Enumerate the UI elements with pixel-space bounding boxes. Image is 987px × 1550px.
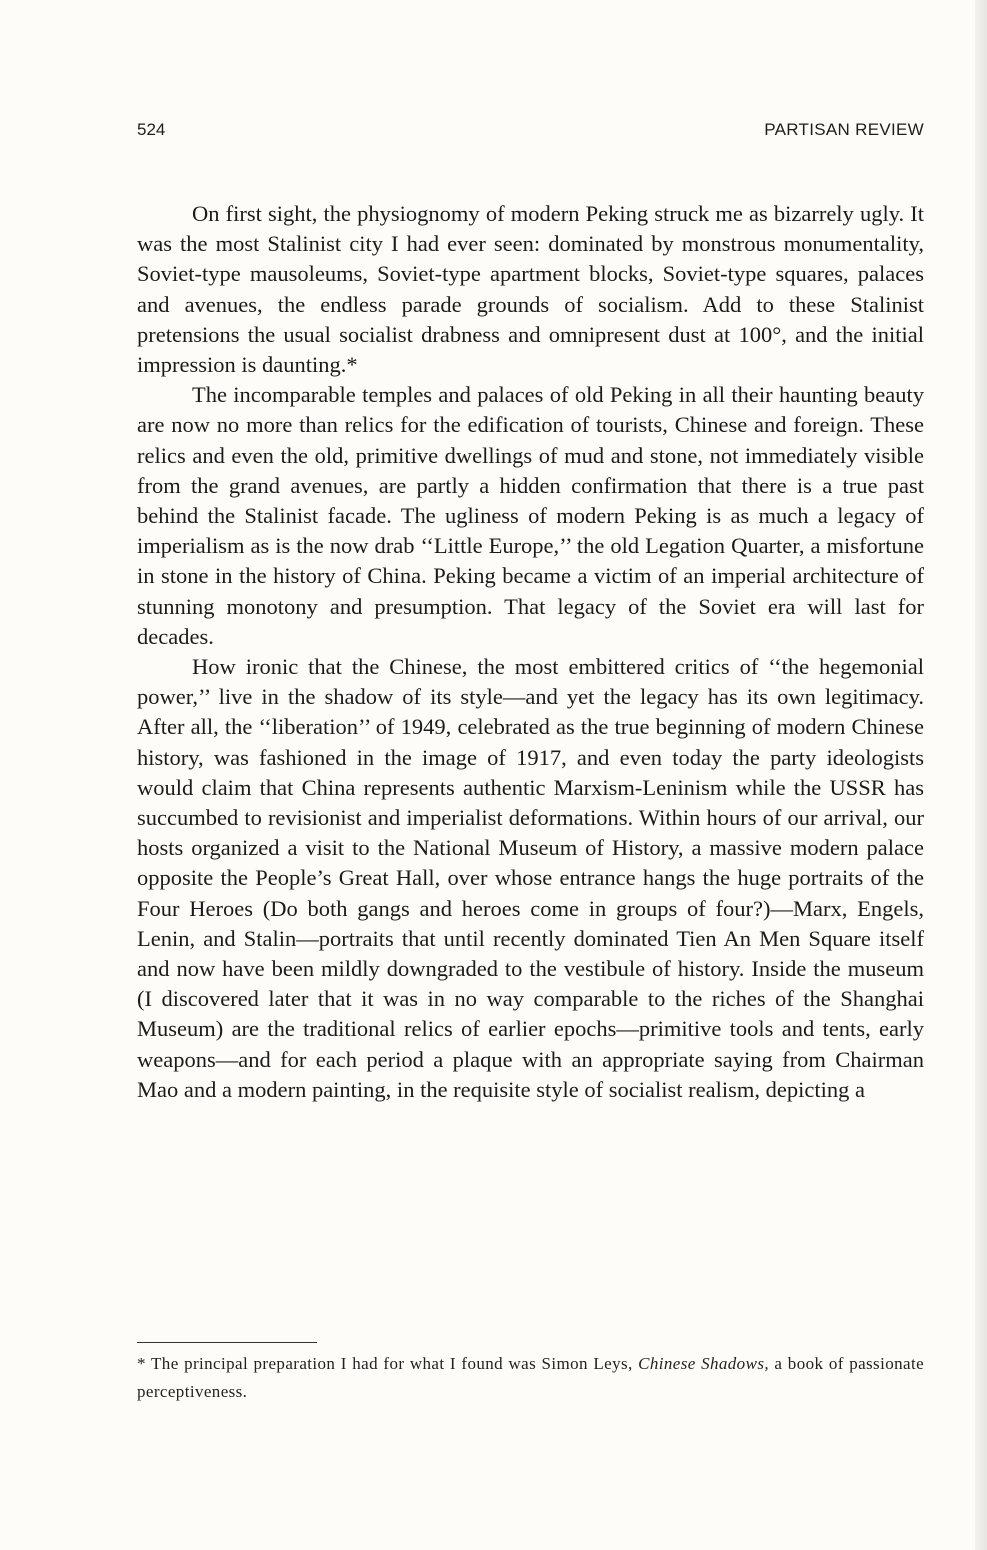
paragraph-3: How ironic that the Chinese, the most embittered critics of ‘‘the hegemonial power,’’ live in the shadow of its style—and yet the legacy has its own legitimacy. After all, the ‘‘liberation’’ of 1949, celebrated as the true beginning of modern Chinese history, was fashioned in the image of 1917, and even today the party ideologists would claim that China represents authentic Marxism-Leninism while the USSR has succumbed to revisionist and imperialist deformations. Within hours of our arrival, our hosts organized a visit to the National Museum of History, a massive modern palace opposite the People’s Great Hall, over whose entrance hangs the huge portraits of the Four Heroes (Do both gangs and heroes come in groups of four?)—Marx, Engels, Lenin, and Stalin—portraits that until recently dominated Tien An Men Square itself and now have been mildly downgraded to the vestibule of history. Inside the museum (I discovered later that it was in no way comparable to the riches of the Shanghai Museum) are the traditional relics of earlier epochs—primitive tools and tents, early weapons—and for each period a plaque with an appropriate saying from Chairman Mao and a modern painting, in the requisite style of socialist realism, depicting a	[137, 654, 924, 1102]
footnote-text-before: * The principal preparation I had for what I found was Simon Leys,	[137, 1354, 639, 1373]
footnote-book-title: Chinese Shadows,	[638, 1354, 769, 1373]
paragraph-1: On first sight, the physiognomy of modern Peking struck me as bizarrely ugly. It was the most Stalinist city I had ever seen: dominated by monstrous monumentality, Soviet-type mausoleums, Soviet-type apartment blocks, Soviet-type squares, palaces and avenues, the endless parade grounds of socialism. Add to these Stalinist pretensions the usual socialist drabness and omnipresent dust at 100°, and the initial impression is daunting.*	[137, 201, 924, 378]
running-head	[137, 120, 924, 144]
body-text	[137, 199, 924, 1105]
paragraph-2: The incomparable temples and palaces of old Peking in all their haunting beauty are now no more than relics for the edification of tourists, Chinese and foreign. These relics and even the old, primitive dwellings of mud and stone, not immediately visible from the grand avenues, are partly a hidden confirmation that there is a true past behind the Stalinist facade. The ugliness of modern Peking is as much a legacy of imperialism as is the now drab ‘‘Little Europe,’’ the old Legation Quarter, a misfortune in stone in the history of China. Peking became a victim of an imperial architecture of stunning monotony and presumption. That legacy of the Soviet era will last for decades.	[137, 382, 924, 649]
footnote-rule	[137, 1342, 317, 1343]
footnote-text-after: a book of passionate perceptiveness.	[137, 1354, 925, 1401]
page-edge	[975, 0, 987, 1550]
footnote	[137, 1350, 924, 1406]
journal-title: PARTISAN REVIEW	[764, 120, 924, 139]
page-number: 524	[137, 120, 166, 139]
